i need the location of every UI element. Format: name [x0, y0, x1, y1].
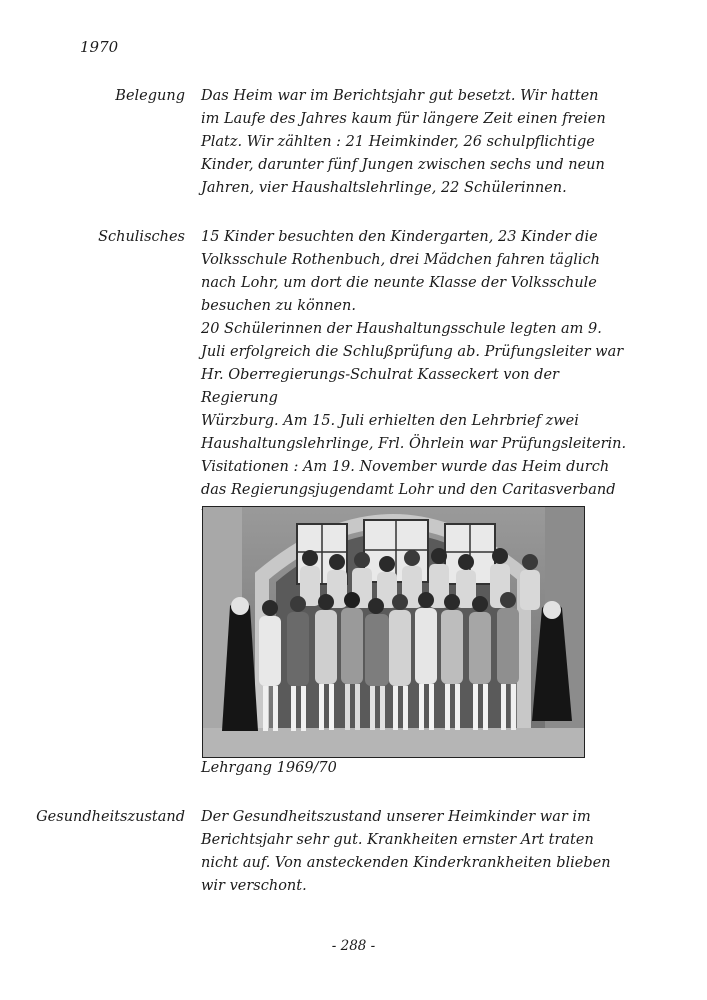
year-heading: 1970 [80, 38, 119, 56]
section-label-belegung: Belegung [115, 88, 185, 104]
section-text-belegung: Das Heim war im Berichtsjahr gut besetzt. Wir hatten im Laufe des Jahres kaum für längere Zeit einen freien Platz. Wir zählten : 21 Heimkinder, 26 schulpflichtige Kinder, darunter fünf Jungen zwischen sechs und neun Jahren, vier Haushaltslehrlinge, 22 Schülerinnen. [201, 88, 606, 196]
section-text-schulisches: 15 Kinder besuchten den Kindergarten, 23 Kinder die Volksschule Rothenbuch, drei Mädchen fahren täglich nach Lohr, um dort die neunte Klasse der Volksschule besuchen zu können. 20 Schülerinnen der Haushaltungsschule legten am 9. Juli erfolgreich die Schlußprüfung ab. Prüfungsleiter war Hr. Oberregierungs-Schulrat Kasseckert von der Regierung Würzburg. Am 15. Juli erhielten den Lehrbrief zwei Haushaltungslehrlinge, Frl. Öhrlein war Prüfungsleiterin. Visitationen : Am 19. November wurde das Heim durch das Regierungsjugendamt Lohr und den Caritasverband [201, 229, 627, 498]
section-label-schulisches: Schulisches [98, 229, 185, 245]
group-photo [202, 506, 585, 758]
section-label-gesundheitszustand: Gesundheitszustand [36, 809, 185, 825]
section-text-gesundheitszustand: Der Gesundheitszustand unserer Heimkinder war im Berichtsjahr sehr gut. Krankheiten ernster Art traten nicht auf. Von ansteckenden Kinderkrankheiten blieben wir verschont. [201, 809, 611, 894]
photo-caption: Lehrgang 1969/70 [201, 760, 337, 776]
page-number: - 288 - [331, 938, 376, 954]
